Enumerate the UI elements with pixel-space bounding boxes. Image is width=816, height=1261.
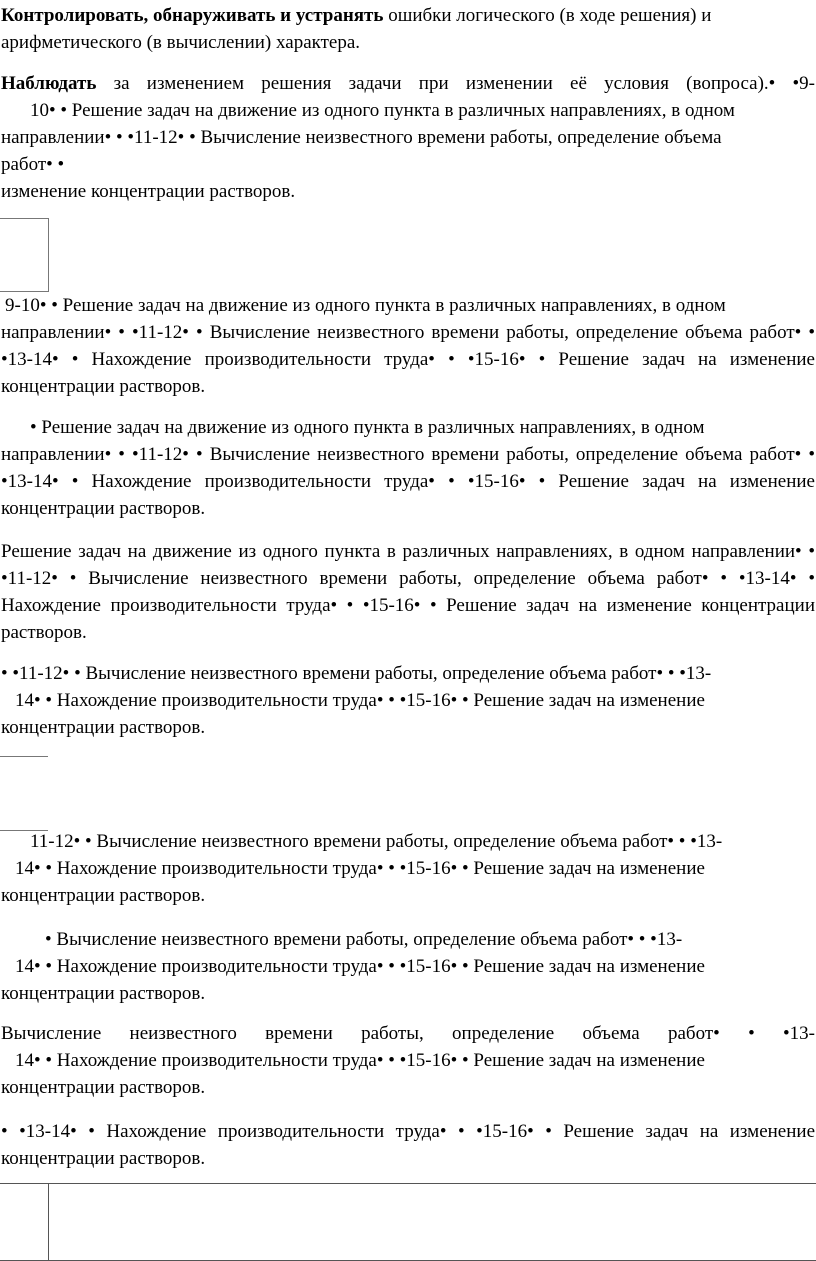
paragraph-repeat-2 [0,414,816,522]
paragraph-control [0,2,815,56]
text-line: • Решение задач на движение из одного пункта в различных направлениях, в одном [30,417,705,438]
paragraph-text: ошибки логического (в ходе решения) и арифметического (в вычислении) характера. [1,5,712,53]
paragraph-repeat-1 [0,292,815,400]
text-block: направлении• • •11-12• • Вычисление неизвестного времени работы, определение объема работ• • •13-14• • Нахождение производительности труда• • •15-16• • Решение задач на изменение концентрации растворов. [1,444,815,519]
text-line: • Вычисление неизвестного времени работы, определение объема работ• • •13- [45,929,683,950]
bold-lead: Контролировать, обнаруживать и устранять [1,5,384,26]
paragraph-repeat-5 [0,828,816,909]
text-line: 14• • Нахождение производительности труда• • •15-16• • Решение задач на изменение [15,690,705,711]
text-line: Вычисление неизвестного времени работы, определение объема работ• • •13- [1,1023,815,1044]
empty-table-cell [0,218,49,292]
paragraph-repeat-3: Решение задач на движение из одного пункта в различных направлениях, в одном направлении• • •11-12• • Вычисление неизвестного времени работы, определение объема работ• • •13-14• • Нахождение производительности труда• • •15-16• • Решение задач на изменение концентрации растворов. [1,541,815,643]
text-line: концентрации растворов. [1,717,206,738]
text-line: 10• • Решение задач на движение из одного пункта в различных направлениях, в одном [30,100,735,121]
text-line: концентрации растворов. [1,983,206,1004]
paragraph-observe [0,70,816,205]
text-line: 14• • Нахождение производительности труда• • •15-16• • Решение задач на изменение [15,956,705,977]
text-line: изменение концентрации растворов. [1,181,296,202]
text-line: концентрации растворов. [1,885,206,906]
text-line: концентрации растворов. [1,1077,206,1098]
bold-lead: Наблюдать [1,73,97,94]
table-row [0,1183,816,1261]
text-line: 14• • Нахождение производительности труда• • •15-16• • Решение задач на изменение [15,858,705,879]
paragraph-repeat-6 [0,926,816,1007]
text-line: за изменением решения задачи при изменении её условия (вопроса).• •9- [96,73,815,94]
text-line: 11-12• • Вычисление неизвестного времени работы, определение объема работ• • •13- [30,831,723,852]
paragraph-repeat-4 [0,660,815,741]
text-line: 14• • Нахождение производительности труда• • •15-16• • Решение задач на изменение [15,1050,705,1071]
paragraph-repeat-7 [0,1020,815,1101]
text-block: направлении• • •11-12• • Вычисление неизвестного времени работы, определение объема работ• • •13-14• • Нахождение производительности труда• • •15-16• • Решение задач на изменение концентрации растворов. [1,322,815,397]
horizontal-rule [0,756,48,757]
text-line: 9-10• • Решение задач на движение из одного пункта в различных направлениях, в одном [5,295,726,316]
table-cell-divider [48,1184,49,1260]
text-line: направлении• • •11-12• • Вычисление неизвестного времени работы, определение объема [1,127,722,148]
paragraph-repeat-8: • •13-14• • Нахождение производительности труда• • •15-16• • Решение задач на изменение концентрации растворов. [1,1121,815,1169]
text-line: • •11-12• • Вычисление неизвестного времени работы, определение объема работ• • •13- [1,663,712,684]
text-line: работ• • [1,154,65,175]
